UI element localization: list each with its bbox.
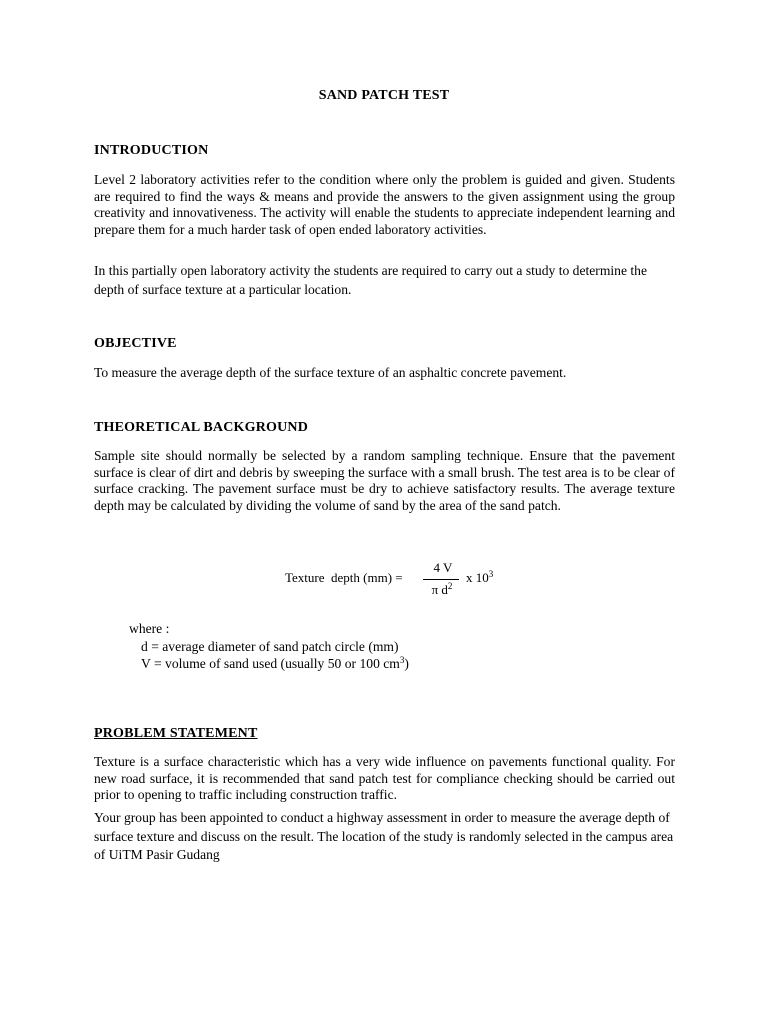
introduction-paragraph-1: Level 2 laboratory activities refer to the condition where only the problem is guided and given. Students are required to find the ways & means and provide the answers to the given assignment using the group creativity and innovativeness. The activity will enable the students to appreciate independent learning and prepare them for a much harder task of open ended laboratory activities. (94, 172, 675, 237)
texture-depth-formula (285, 560, 545, 606)
problem-statement-heading: PROBLEM STATEMENT (94, 726, 258, 741)
introduction-heading: INTRODUCTION (94, 143, 209, 158)
definition-d: d = average diameter of sand patch circle (mm) (141, 638, 399, 654)
problem-statement-paragraph-2: Your group has been appointed to conduct a highway assessment in order to measure the average depth of surface texture and discuss on the result. The location of the study is randomly selected in the campus area of UiTM Pasir Gudang (94, 810, 674, 862)
formula-numerator: 4 V (433, 560, 453, 575)
theoretical-background-paragraph: Sample site should normally be selected by a random sampling technique. Ensure that the pavement surface is clear of dirt and debris by sweeping the surface with a small brush. The test area is to be clear of surface cracking. The pavement surface must be dry to achieve satisfactory results. The average texture depth may be calculated by dividing the volume of sand by the area of the sand patch. (94, 448, 675, 513)
where-label: where : (129, 621, 170, 636)
objective-paragraph: To measure the average depth of the surface texture of an asphaltic concrete pavement. (94, 365, 567, 380)
formula-lhs: Texture depth (mm) = (285, 570, 403, 585)
formula-denominator: π $d^2$ (431, 581, 453, 597)
objective-heading: OBJECTIVE (94, 336, 177, 351)
definition-v: V = volume of sand used (usually 50 or 100 $cm^3$) (141, 655, 409, 671)
introduction-paragraph-2: In this partially open laboratory activity the students are required to carry out a study to determine the depth of surface texture at a particular location. (94, 263, 648, 297)
formula-multiplier: x $10^3$ (466, 569, 494, 585)
problem-statement-paragraph-1: Texture is a surface characteristic which has a very wide influence on pavements functional quality. For new road surface, it is recommended that sand patch test for compliance checking should be carried out prior to opening to traffic including construction traffic. (94, 754, 675, 803)
document-title: SAND PATCH TEST (318, 88, 450, 103)
formula-definitions (129, 620, 409, 673)
formula-fraction-bar (423, 579, 459, 580)
theoretical-background-heading: THEORETICAL BACKGROUND (94, 420, 309, 435)
